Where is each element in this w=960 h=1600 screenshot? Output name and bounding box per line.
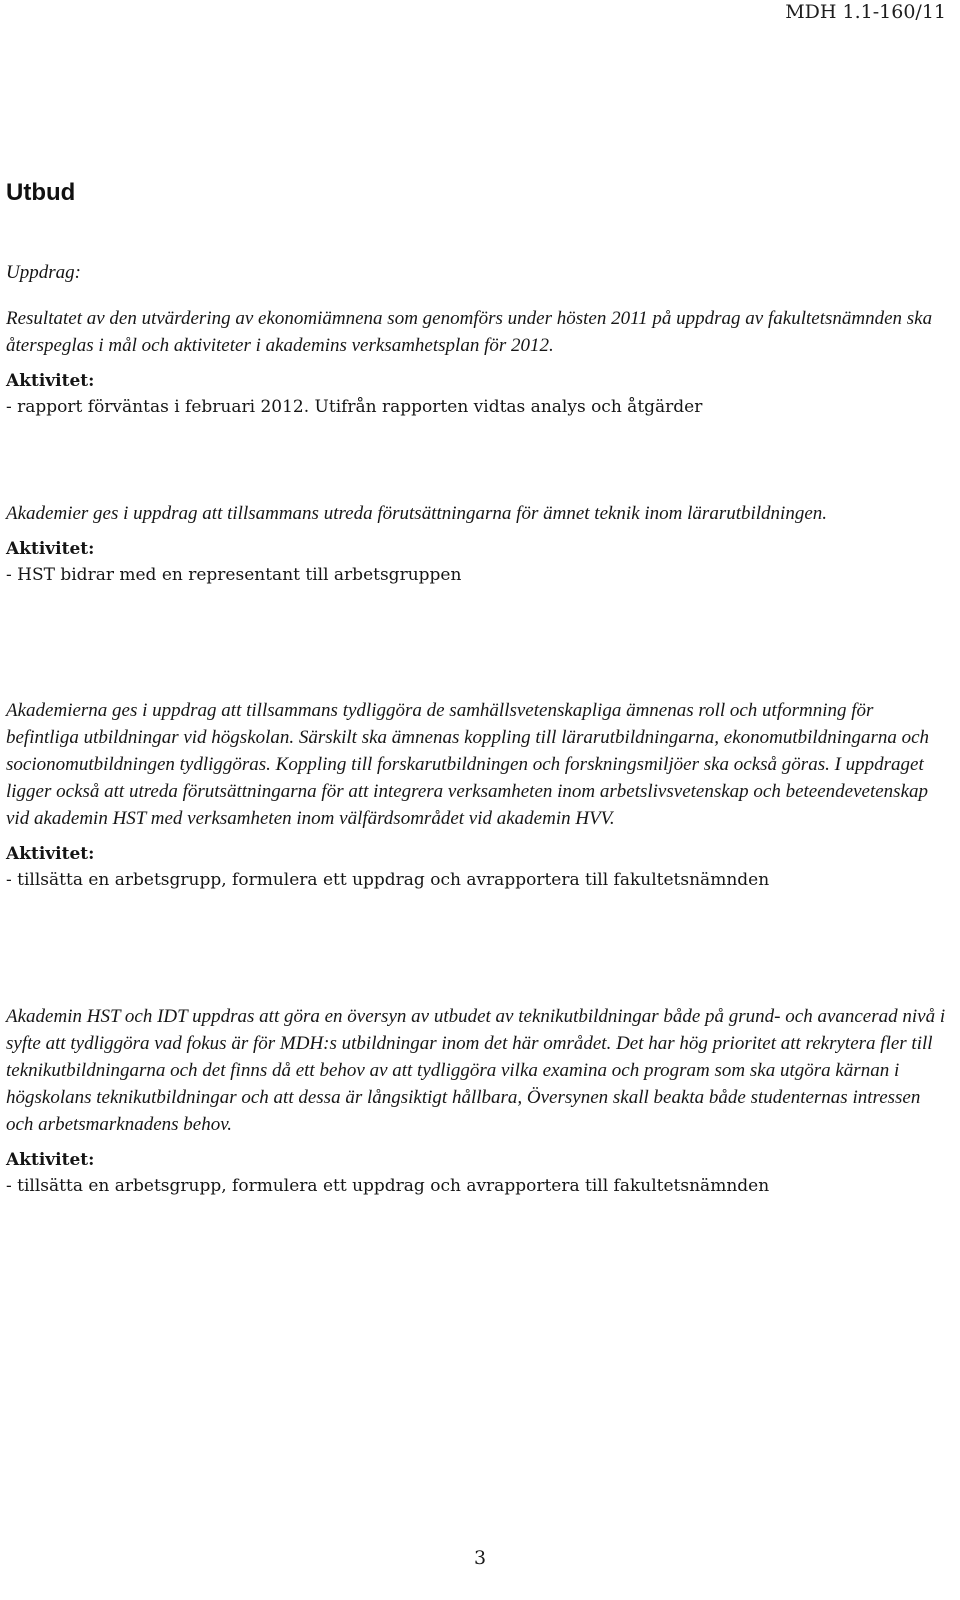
page-number: 3 [473, 1547, 487, 1569]
activity-label: Aktivitet: [6, 371, 95, 391]
document-reference: MDH 1.1-160/11 [785, 1, 946, 23]
assignment-lead: Uppdrag: [6, 262, 81, 283]
activity-text: - HST bidrar med en representant till arbetsgruppen [6, 565, 462, 585]
assignment-block [6, 305, 950, 419]
assignment-block [6, 500, 950, 587]
assignment-text: Resultatet av den utvärdering av ekonomiämnena som genomförs under hösten 2011 på uppdrag av fakultetsnämnden ska återspeglas i mål och aktiviteter i akademins verksamhetsplan för 2012. [6, 308, 933, 356]
activity-label: Aktivitet: [6, 539, 95, 559]
assignment-text: Akademier ges i uppdrag att tillsammans utreda förutsättningarna för ämnet teknik inom lärarutbildningen. [6, 503, 828, 524]
assignment-block [6, 1003, 950, 1198]
activity-label: Aktivitet: [6, 844, 95, 864]
activity-text: - rapport förväntas i februari 2012. Utifrån rapporten vidtas analys och åtgärder [6, 397, 703, 417]
section-heading: Utbud [6, 179, 76, 206]
activity-label: Aktivitet: [6, 1150, 95, 1170]
activity-text: - tillsätta en arbetsgrupp, formulera ett uppdrag och avrapportera till fakultetsnämnden [6, 870, 770, 890]
activity-text: - tillsätta en arbetsgrupp, formulera ett uppdrag och avrapportera till fakultetsnämnden [6, 1176, 770, 1196]
assignment-text: Akademierna ges i uppdrag att tillsammans tydliggöra de samhällsvetenskapliga ämnenas roll och utformning för befintliga utbildningar vid högskolan. Särskilt ska ämnenas koppling till lärarutbildningarna, ekonomutbildningarna och socionomutbildningen tydliggöras. Koppling till forskarutbildningen och forskningsmiljöer ska också göras. I uppdraget ligger också att utreda förutsättningarna för att integrera verksamheten inom arbetslivsvetenskap och beteendevetenskap vid akademin HST med verksamheten inom välfärdsområdet vid akademin HVV. [6, 700, 930, 829]
assignment-text: Akademin HST och IDT uppdras att göra en översyn av utbudet av teknikutbildningar både på grund- och avancerad nivå i syfte att tydliggöra vad fokus är för MDH:s utbildningar inom det här området. Det har hög prioritet att rekrytera fler till teknikutbildningarna och det finns då ett behov av att tydliggöra vilka examina och program som ska utgöra kärnan i högskolans teknikutbildningar och att dessa är långsiktigt hållbara, Översynen skall beakta både studenternas intressen och arbetsmarknadens behov. [6, 1006, 946, 1135]
assignment-block [6, 697, 950, 892]
